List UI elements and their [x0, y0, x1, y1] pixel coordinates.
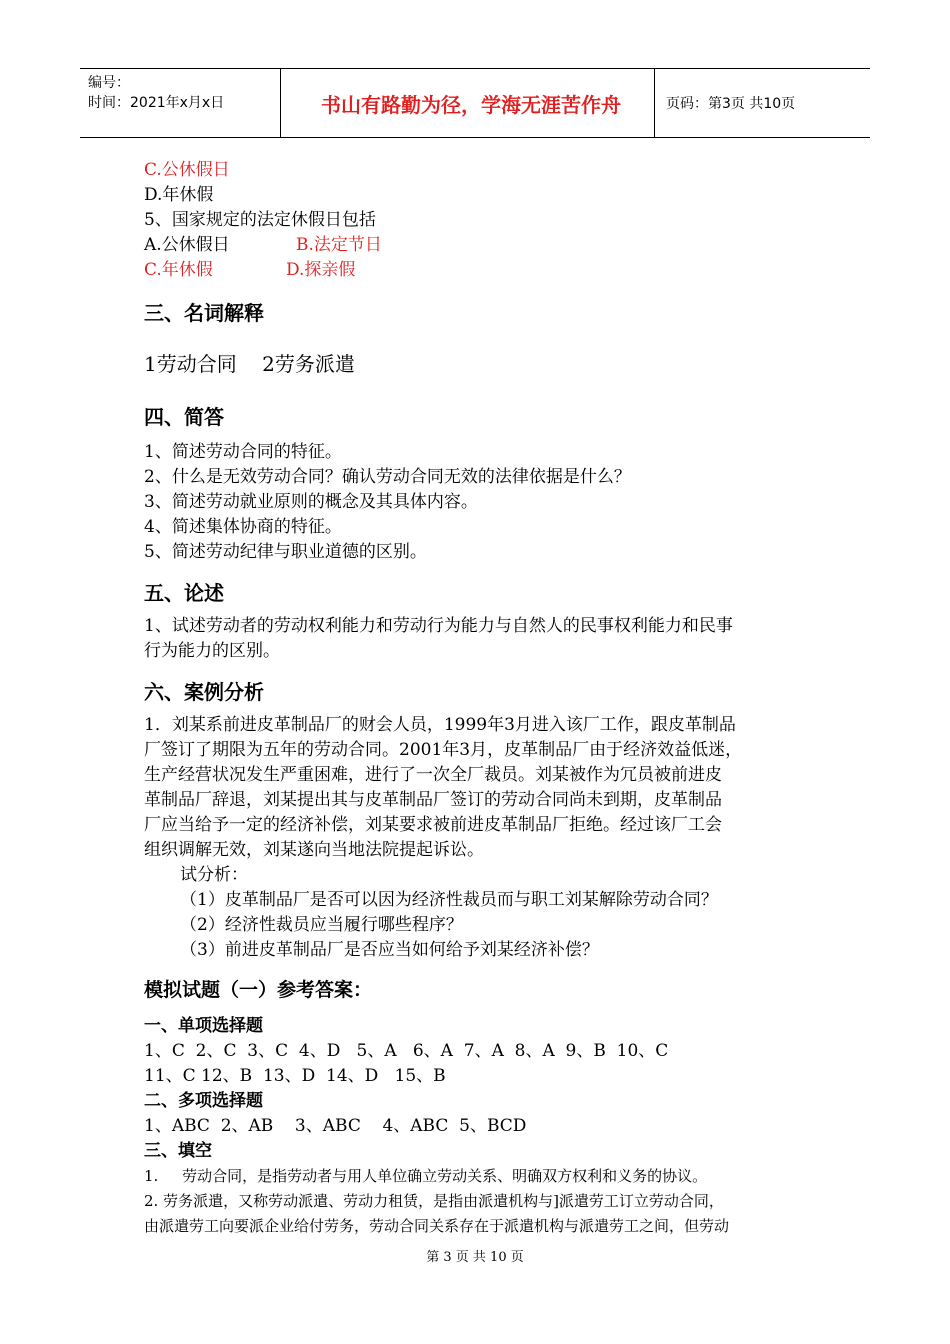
question-item: 4、简述集体协商的特征。: [144, 517, 342, 537]
question-item: 5、简述劳动纪律与职业道德的区别。: [144, 542, 427, 562]
page-header: [80, 68, 870, 138]
question-item: 2、什么是无效劳动合同？确认劳动合同无效的法律依据是什么？: [144, 467, 631, 487]
analysis-question: （2）经济性裁员应当履行哪些程序？: [180, 915, 463, 935]
text-line: 1．刘某系前进皮革制品厂的财会人员，1999年3月进入该厂工作，跟皮革制品: [144, 715, 736, 735]
header-time: 时间：2021年x月x日: [88, 95, 225, 111]
answers-subheading: 二、多项选择题: [144, 1091, 263, 1111]
option-row: [144, 258, 824, 283]
answers-block: [144, 1014, 824, 1239]
header-divider: [280, 69, 281, 137]
option-d: D.年休假: [144, 185, 214, 205]
option-a: A.公休假日: [144, 235, 230, 255]
analysis-prompt: 试分析：: [180, 865, 248, 885]
essay-question: [144, 614, 824, 664]
answer-line: 11、C 12、B 13、D 14、D 15、B: [144, 1066, 446, 1086]
question-list: [144, 440, 824, 565]
text-line: 1、试述劳动者的劳动权利能力和劳动行为能力与自然人的民事权利能力和民事: [144, 616, 733, 636]
option-c: C.年休假: [144, 260, 213, 280]
option-b: B.法定节日: [296, 235, 382, 255]
document-body: [144, 158, 824, 1239]
section-heading: 三、名词解释: [144, 301, 264, 325]
text-line: 组织调解无效，刘某遂向当地法院提起诉讼。: [144, 840, 484, 860]
option-c: C.公休假日: [144, 160, 230, 180]
header-meta: [88, 73, 224, 113]
section-heading: 四、简答: [144, 405, 224, 429]
answers-subheading: 三、填空: [144, 1141, 212, 1161]
answer-line: 1、C 2、C 3、C 4、D 5、A 6、A 7、A 8、A 9、B 10、C: [144, 1041, 669, 1061]
answers-subheading: 一、单项选择题: [144, 1016, 263, 1036]
analysis-question: （3）前进皮革制品厂是否应当如何给予刘某经济补偿？: [180, 940, 599, 960]
text-line: 生产经营状况发生严重困难，进行了一次全厂裁员。刘某被作为冗员被前进皮: [144, 765, 722, 785]
header-motto: 书山有路勤为径，学海无涯苦作舟: [321, 93, 621, 117]
answer-line: 1. 劳动合同，是指劳动者与用人单位确立劳动关系、明确双方权利和义务的协议。: [144, 1167, 708, 1185]
question-stem: 5、国家规定的法定休假日包括: [144, 210, 376, 230]
header-number: 编号：: [88, 75, 130, 91]
text-line: 厂应当给予一定的经济补偿，刘某要求被前进皮革制品厂拒绝。经过该厂工会: [144, 815, 722, 835]
term-list: 1劳动合同 2劳务派遣: [144, 352, 355, 376]
section-heading: 五、论述: [144, 581, 224, 605]
answer-line: 由派遣劳工向要派企业给付劳务，劳动合同关系存在于派遣机构与派遣劳工之间，但劳动: [144, 1217, 730, 1235]
option-row: [144, 233, 824, 258]
question-item: 3、简述劳动就业原则的概念及其具体内容。: [144, 492, 478, 512]
option-d: D.探亲假: [286, 260, 356, 280]
text-line: 厂签订了期限为五年的劳动合同。2001年3月，皮革制品厂由于经济效益低迷，: [144, 740, 743, 760]
case-text: [144, 713, 824, 963]
answer-line: 2. 劳务派遣，又称劳动派遣、劳动力租赁，是指由派遣机构与]派遣劳工订立劳动合同，: [144, 1192, 724, 1210]
text-line: 行为能力的区别。: [144, 641, 280, 661]
text-line: 革制品厂辞退，刘某提出其与皮革制品厂签订的劳动合同尚未到期，皮革制品: [144, 790, 722, 810]
answers-heading: 模拟试题（一）参考答案：: [144, 979, 373, 1001]
section-heading: 六、案例分析: [144, 680, 264, 704]
analysis-question: （1）皮革制品厂是否可以因为经济性裁员而与职工刘某解除劳动合同？: [180, 890, 718, 910]
header-page-number: 页码：第3页 共10页: [666, 96, 796, 112]
answer-line: 1、ABC 2、AB 3、ABC 4、ABC 5、BCD: [144, 1116, 527, 1136]
question-item: 1、简述劳动合同的特征。: [144, 442, 342, 462]
page-footer: 第 3 页 共 10 页: [426, 1250, 524, 1265]
